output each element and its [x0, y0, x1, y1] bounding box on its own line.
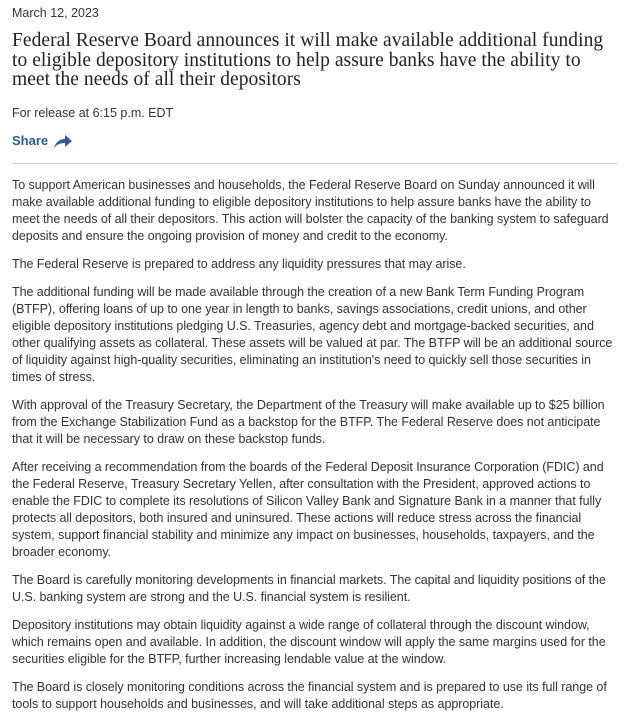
paragraph: The additional funding will be made available through the creation of a new Bank Term Funding Program (BTFP), offering loans of up to one year in length to banks, savings associations, credit unions, and other eligible depository institutions pledging U.S. Treasuries, agency debt and mortgage-backed securities, and other qualifying assets as collateral. These assets will be valued at par. The BTFP will be an additional source of liquidity against high-quality securities, eliminating an institution's need to quickly sell those securities in times of stress.: [12, 284, 613, 384]
share-button[interactable]: [12, 131, 617, 151]
share-arrow-icon: [53, 133, 73, 149]
press-release: [12, 0, 617, 724]
page-title: Federal Reserve Board announces it will make available additional funding to eligible depository institutions to help assure banks have the ability to meet the needs of all their depositors: [12, 30, 604, 90]
paragraph: To support American businesses and households, the Federal Reserve Board on Sunday announced it will make available additional funding to eligible depository institutions to help assure banks have the ability to meet the needs of all their depositors. This action will bolster the capacity of the banking system to safeguard deposits and ensure the ongoing provision of money and credit to the economy.: [12, 177, 609, 243]
paragraph: After receiving a recommendation from the boards of the Federal Deposit Insurance Corporation (FDIC) and the Federal Reserve, Treasury Secretary Yellen, after consultation with the President, approved actions to enable the FDIC to complete its resolutions of Silicon Valley Bank and Signature Bank in a manner that fully protects all depositors, both insured and uninsured. These actions will reduce stress across the financial system, support financial stability and minimize any impact on businesses, households, taxpayers, and the broader economy.: [12, 459, 604, 559]
paragraph: The Board is closely monitoring conditions across the financial system and is prepared to use its full range of tools to support households and businesses, and will take additional steps as appropriate.: [12, 679, 607, 711]
paragraph: The Board is carefully monitoring developments in financial markets. The capital and liquidity positions of the U.S. banking system are strong and the U.S. financial system is resilient.: [12, 572, 606, 604]
paragraph: The Federal Reserve is prepared to address any liquidity pressures that may arise.: [12, 256, 466, 271]
paragraph: With approval of the Treasury Secretary, the Department of the Treasury will make available up to $25 billion from the Exchange Stabilization Fund as a backstop for the BTFP. The Federal Reserve does not anticipate that it will be necessary to draw on these backstop funds.: [12, 397, 605, 446]
share-label: Share: [12, 133, 49, 148]
article-body: [12, 177, 617, 713]
release-date: March 12, 2023: [12, 6, 99, 20]
release-time: For release at 6:15 p.m. EDT: [12, 105, 174, 120]
paragraph: Depository institutions may obtain liquidity against a wide range of collateral through the discount window, which remains open and available. In addition, the discount window will apply the same margins used for the securities eligible for the BTFP, further increasing lendable value at the window.: [12, 617, 606, 666]
divider: [12, 163, 617, 164]
